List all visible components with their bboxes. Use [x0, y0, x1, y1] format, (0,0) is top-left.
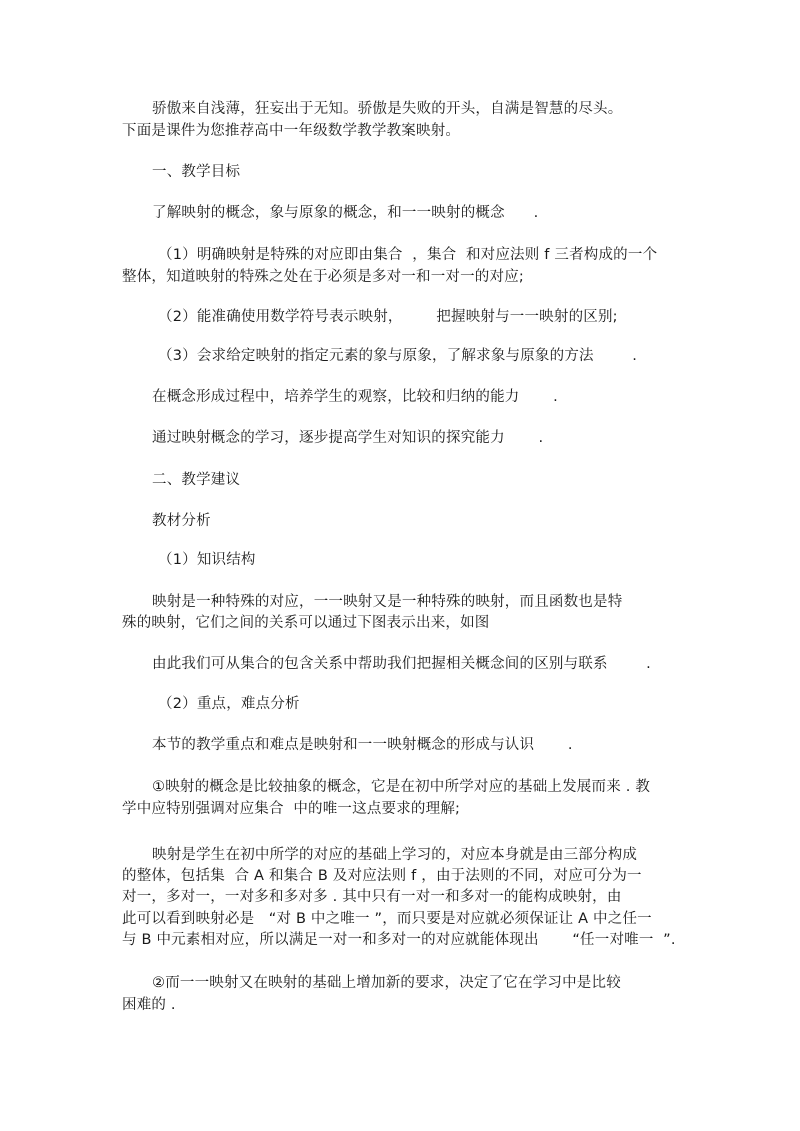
text-line: 此可以看到映射必是 “对 B 中之唯一 ”，而只要是对应就必须保证让 A 中之任一 [122, 911, 652, 927]
text-line: ②而一一映射又在映射的基础上增加新的要求，决定了它在学习中是比较 [152, 975, 621, 991]
text-line: 学中应特别强调对应集合 中的唯一这点要求的理解; [122, 801, 461, 817]
text-line: （1）明确映射是特殊的对应即由集合 ，集合 和对应法则 f 三者构成的一个 [158, 247, 658, 263]
text-line: 困难的 . [122, 997, 176, 1013]
text-line: 映射是一种特殊的对应，一一映射又是一种特殊的映射，而且函数也是特 [152, 594, 623, 610]
section-heading: 一、教学目标 [152, 164, 241, 180]
text-line: 了解映射的概念，象与原象的概念，和一一映射的概念 . [152, 205, 539, 221]
text-line: 映射是学生在初中所学的对应的基础上学习的，对应本身就是由三部分构成 [152, 847, 638, 863]
text-line: （3）会求给定映射的指定元素的象与原象，了解求象与原象的方法 . [158, 348, 638, 364]
text-line: 由此我们可从集合的包含关系中帮助我们把握相关概念间的区别与联系 . [152, 656, 651, 672]
text-line: 的整体，包括集 合 A 和集合 B 及对应法则 f ，由于法则的不同，对应可分为一 [122, 868, 642, 884]
text-line: 本节的教学重点和难点是映射和一一映射概念的形成与认识 . [152, 737, 573, 753]
section-heading: 二、教学建议 [152, 472, 241, 488]
text-line: 整体，知道映射的特殊之处在于必须是多对一和一对一的对应; [122, 269, 524, 285]
text-line: ①映射的概念是比较抽象的概念，它是在初中所学对应的基础上发展而来 . 教 [152, 779, 651, 795]
subsection-heading: （1）知识结构 [158, 552, 256, 568]
text-line: 骄傲来自浅薄，狂妄出于无知。骄傲是失败的开头，自满是智慧的尽头。 [152, 101, 623, 117]
text-line: （2）能准确使用数学符号表示映射， 把握映射与一一映射的区别; [158, 309, 618, 325]
text-line: 殊的映射，它们之间的关系可以通过下图表示出来，如图 [122, 615, 490, 631]
subsection-heading: 教材分析 [152, 513, 211, 529]
text-line: 下面是课件为您推荐高中一年级数学教学教案映射。 [122, 123, 461, 139]
text-line: 对一，多对一，一对多和多对多 . 其中只有一对一和多对一的能构成映射，由 [122, 889, 622, 905]
text-line: 与 B 中元素相对应，所以满足一对一和多对一的对应就能体现出 “任一对唯一 ”. [122, 932, 676, 948]
text-line: 在概念形成过程中，培养学生的观察，比较和归纳的能力 . [152, 389, 558, 405]
text-line: 通过映射概念的学习，逐步提高学生对知识的探究能力 . [152, 430, 544, 446]
subsection-heading: （2）重点，难点分析 [158, 696, 300, 712]
